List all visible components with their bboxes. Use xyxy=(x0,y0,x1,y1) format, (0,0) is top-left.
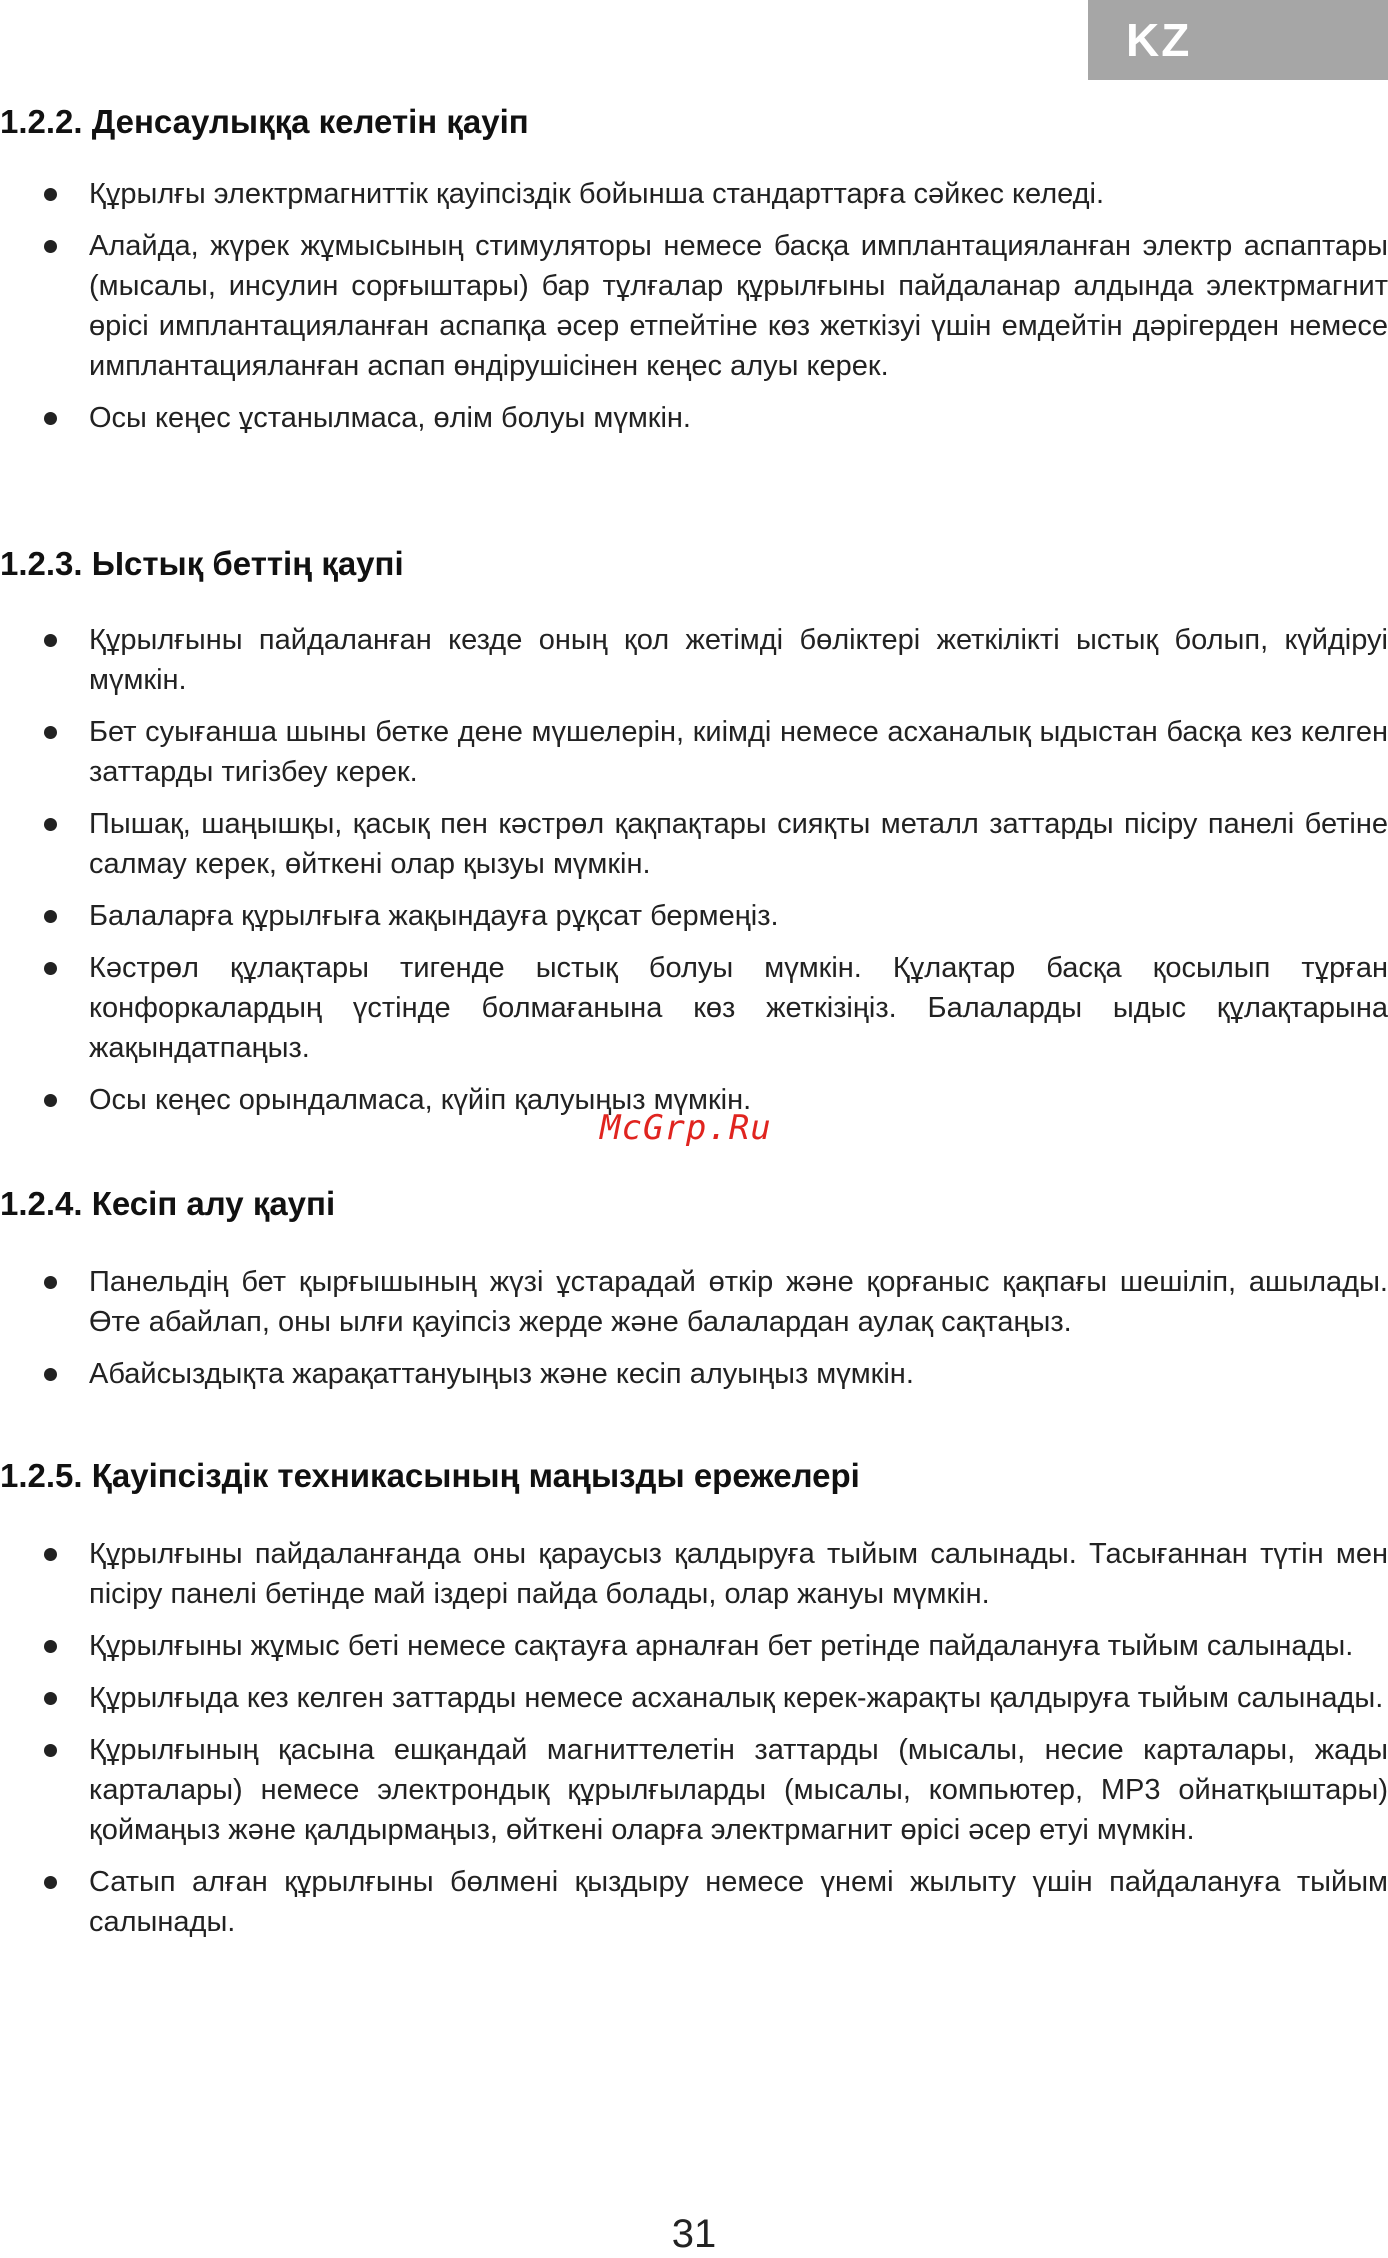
section-list-hot-surface-risk xyxy=(0,620,1388,1132)
list-item: Балаларға құрылғыға жақындауға рұқсат бермеңіз. xyxy=(0,896,1388,936)
list-item: Құрылғы электрмагниттік қауіпсіздік бойынша стандарттарға сәйкес келеді. xyxy=(0,174,1388,214)
list-item: Бет суығанша шыны бетке дене мүшелерін, киімді немесе асханалық ыдыстан басқа кез келген заттарды тигізбеу керек. xyxy=(0,712,1388,792)
section-list-safety-rules xyxy=(0,1534,1388,1954)
list-item: Құрылғыда кез келген заттарды немесе асханалық керек-жарақты қалдыруға тыйым салынады. xyxy=(0,1678,1388,1718)
language-badge: KZ xyxy=(1088,0,1388,80)
list-item: Сатып алған құрылғыны бөлмені қыздыру немесе үнемі жылыту үшін пайдалануға тыйым салынады. xyxy=(0,1862,1388,1942)
section-title-hot-surface-risk: 1.2.3. Ыстық беттің қаупі xyxy=(0,545,404,582)
list-item: Осы кеңес орындалмаса, күйіп қалуыңыз мүмкін. xyxy=(0,1080,1388,1120)
watermark: McGrp.Ru xyxy=(600,1108,772,1148)
page-number: 31 xyxy=(671,2212,717,2256)
list-item: Құрылғының қасына ешқандай магниттелетін заттарды (мысалы, несие карталары, жады карталары) немесе электрондық құрылғыларды (мысалы, компьютер, MP3 ойнатқыштары) қоймаңыз және қалдырмаңыз, өйткені оларға электрмагнит өрісі әсер етуі мүмкін. xyxy=(0,1730,1388,1850)
list-item: Құрылғыны пайдаланғанда оны қараусыз қалдыруға тыйым салынады. Тасығаннан түтін мен пісіру панелі бетінде май іздері пайда болады, олар жануы мүмкін. xyxy=(0,1534,1388,1614)
section-title-safety-rules: 1.2.5. Қауіпсіздік техникасының маңызды ережелері xyxy=(0,1457,860,1494)
list-item: Осы кеңес ұстанылмаса, өлім болуы мүмкін. xyxy=(0,398,1388,438)
section-list-health-risk xyxy=(0,174,1388,450)
list-item: Құрылғыны пайдаланған кезде оның қол жетімді бөліктері жеткілікті ыстық болып, күйдіруі мүмкін. xyxy=(0,620,1388,700)
section-list-cut-risk xyxy=(0,1262,1388,1406)
section-title-health-risk: 1.2.2. Денсаулыққа келетін қауіп xyxy=(0,103,529,140)
list-item: Панельдің бет қырғышының жүзі ұстарадай өткір және қорғаныс қақпағы шешіліп, ашылады. Өте абайлап, оны ылғи қауіпсіз жерде және балалардан аулақ сақтаңыз. xyxy=(0,1262,1388,1342)
list-item: Алайда, жүрек жұмысының стимуляторы немесе басқа имплантацияланған электр аспаптары (мысалы, инсулин сорғыштары) бар тұлғалар құрылғыны пайдаланар алдында электрмагнит өрісі имплантацияланған аспапқа әсер етпейтіне көз жеткізуі үшін емдейтін дәрігерден немесе имплантацияланған аспап өндірушісінен кеңес алуы керек. xyxy=(0,226,1388,386)
list-item: Абайсыздықта жарақаттануыңыз және кесіп алуыңыз мүмкін. xyxy=(0,1354,1388,1394)
list-item: Кәстрөл құлақтары тигенде ыстық болуы мүмкін. Құлақтар басқа қосылып тұрған конфоркалардың үстінде болмағанына көз жеткізіңіз. Балаларды ыдыс құлақтарына жақындатпаңыз. xyxy=(0,948,1388,1068)
list-item: Құрылғыны жұмыс беті немесе сақтауға арналған бет ретінде пайдалануға тыйым салынады. xyxy=(0,1626,1388,1666)
list-item: Пышақ, шаңышқы, қасық пен кәстрөл қақпақтары сияқты металл заттарды пісіру панелі бетіне салмау керек, өйткені олар қызуы мүмкін. xyxy=(0,804,1388,884)
section-title-cut-risk: 1.2.4. Кесіп алу қаупі xyxy=(0,1185,336,1222)
